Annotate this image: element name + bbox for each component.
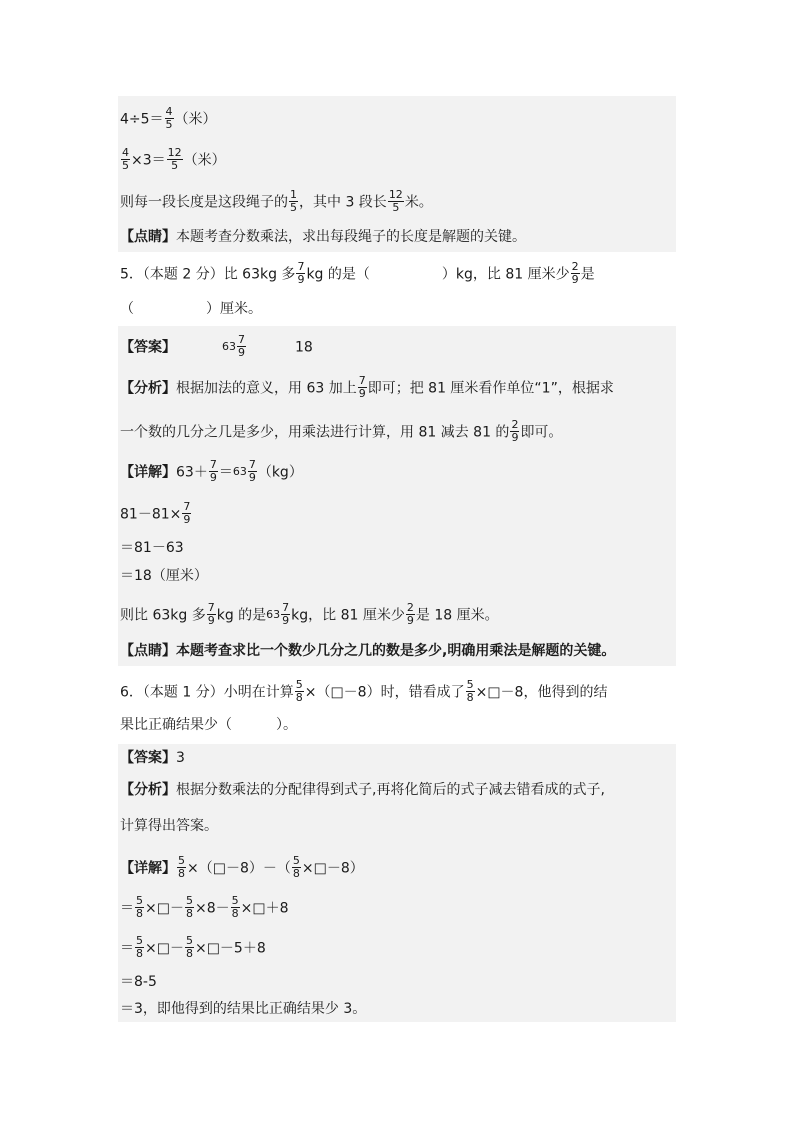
text: 根据加法的意义，用 63 加上	[176, 380, 357, 397]
q5-analysis-line-1	[118, 364, 676, 410]
text: ×□－	[145, 900, 184, 917]
text: ×3＝	[131, 152, 166, 169]
fraction: $\frac{12}{5}$	[388, 188, 403, 214]
text: ）kg，比 81 厘米少	[441, 266, 570, 283]
answer-value: 18	[295, 339, 313, 356]
text: kg，比 81 厘米少	[291, 607, 405, 624]
q5-analysis-line-2	[118, 410, 676, 450]
text: 米。	[404, 194, 433, 211]
text: 5．（本题 2 分）比 63kg 多	[120, 266, 296, 283]
fraction: $\frac{1}{5}$	[290, 188, 297, 214]
answer-value: 3	[176, 750, 185, 766]
text: （米）	[174, 111, 217, 128]
text: ＝8-5	[120, 974, 157, 990]
fraction: $\frac{7}{9}$	[238, 333, 245, 359]
fraction: $\frac{7}{9}$	[282, 601, 290, 627]
text: ＝	[218, 464, 233, 481]
key-point-tag: 【点睛】	[120, 643, 176, 659]
text: 是	[580, 266, 595, 283]
q6-detail-line-1	[118, 846, 676, 886]
q6-detail-line-3	[118, 926, 676, 966]
q5-detail-line-1	[118, 450, 676, 490]
q5-detail-line-4	[118, 560, 676, 590]
q5-detail-line-5	[118, 590, 676, 636]
mixed-number-whole: 63	[222, 339, 236, 353]
q6-analysis-line-1	[118, 772, 676, 812]
q5-detail-line-2	[118, 490, 676, 530]
fraction: $\frac{5}{8}$	[136, 934, 143, 960]
fraction: $\frac{5}{8}$	[185, 894, 193, 920]
text: ×（□－8）－（	[187, 860, 291, 877]
text: ×□＋8	[240, 900, 289, 917]
key-point-tag: 【点睛】	[120, 229, 176, 245]
text: ＝	[120, 900, 134, 917]
text: 即可。	[520, 424, 563, 441]
q6-detail-line-5	[118, 996, 676, 1022]
text: ×（□－8）时，错看成了	[304, 684, 465, 701]
fraction: $\frac{7}{9}$	[297, 260, 305, 286]
text: 81－81×	[120, 506, 182, 523]
answer-tag: 【答案】	[120, 750, 176, 766]
text: 本题考查求比一个数少几分之几的数是多少,明确用乘法是解题的关键。	[176, 643, 616, 659]
text: ×8－	[194, 900, 230, 917]
text: ＝	[120, 940, 134, 957]
fraction: $\frac{5}{8}$	[231, 894, 239, 920]
text: 63＋	[176, 464, 208, 481]
text: ×□－	[145, 940, 184, 957]
text: ×□－5＋8	[194, 940, 266, 957]
fraction: $\frac{2}{9}$	[511, 418, 519, 444]
fraction: $\frac{7}{9}$	[248, 458, 256, 484]
fraction: $\frac{7}{9}$	[207, 601, 215, 627]
text: ，其中 3 段长	[299, 194, 387, 211]
text: kg 的是（	[306, 266, 370, 283]
text: ×□－8）	[301, 860, 364, 877]
text: 一个数的几分之几是多少，用乘法进行计算，用 81 减去 81 的	[120, 424, 510, 441]
fraction: $\frac{7}{9}$	[209, 458, 217, 484]
text: ）厘米。	[206, 301, 262, 317]
q6-detail-line-2	[118, 886, 676, 926]
q6-analysis-line-2	[118, 812, 676, 846]
text: 则每一段长度是这段绳子的	[120, 194, 288, 211]
text: 则比 63kg 多	[120, 607, 206, 624]
fraction: $\frac{4}{5}$	[165, 105, 173, 131]
q5-key-point	[118, 636, 676, 666]
answer-tag: 【答案】	[120, 339, 176, 356]
text: 计算得出答案。	[120, 818, 218, 834]
text: （米）	[183, 152, 226, 169]
text: 4÷5＝	[120, 111, 164, 128]
text: （	[120, 301, 134, 317]
fraction: $\frac{5}{8}$	[295, 678, 303, 704]
q6-detail-line-4	[118, 966, 676, 996]
fraction: $\frac{2}{9}$	[571, 260, 579, 286]
detail-tag: 【详解】	[120, 860, 176, 877]
text: 本题考查分数乘法，求出每段绳子的长度是解题的关键。	[176, 229, 526, 245]
fraction: $\frac{5}{8}$	[178, 854, 185, 880]
conclusion-line	[118, 180, 676, 222]
analysis-tag: 【分析】	[120, 782, 176, 798]
fraction: $\frac{5}{8}$	[292, 854, 300, 880]
text: ＝18（厘米）	[120, 568, 208, 584]
text: ×□－8，他得到的结	[475, 684, 608, 701]
analysis-tag: 【分析】	[120, 380, 176, 397]
text: 是 18 厘米。	[415, 607, 499, 624]
text: 根据分数乘法的分配律得到式子,再将化简后的式子减去错看成的式子,	[176, 782, 605, 798]
mixed-number-whole: 63	[232, 464, 247, 478]
q5-detail-line-3	[118, 530, 676, 560]
fraction: $\frac{5}{8}$	[466, 678, 474, 704]
calc-line-2	[118, 140, 676, 180]
calc-line-1	[118, 96, 676, 140]
detail-tag: 【详解】	[120, 464, 176, 481]
text: ＝81－63	[120, 540, 184, 556]
fraction: $\frac{2}{9}$	[406, 601, 414, 627]
text: ）。	[276, 717, 297, 733]
question-5-line-2	[118, 296, 676, 322]
mixed-number-whole: 63	[266, 607, 281, 621]
fraction: $\frac{5}{8}$	[185, 934, 193, 960]
text: 6．（本题 1 分）小明在计算	[120, 684, 294, 701]
fraction: $\frac{7}{9}$	[358, 374, 366, 400]
q6-answer	[118, 744, 676, 772]
fraction: $\frac{12}{5}$	[167, 146, 182, 172]
text: 果比正确结果少（	[120, 717, 232, 733]
fraction: $\frac{5}{8}$	[136, 894, 143, 920]
text: ＝3，即他得到的结果比正确结果少 3。	[120, 1001, 367, 1017]
text: （kg）	[257, 464, 303, 481]
question-6-line-2	[118, 712, 676, 740]
q5-answer	[118, 326, 676, 364]
key-point-line	[118, 222, 676, 252]
question-6-line-1	[118, 672, 676, 708]
question-5-line-1	[118, 258, 676, 288]
fraction: $\frac{7}{9}$	[183, 500, 191, 526]
text: 即可；把 81 厘米看作单位“1”，根据求	[367, 380, 614, 397]
fraction: $\frac{4}{5}$	[122, 146, 129, 172]
text: kg 的是	[216, 607, 267, 624]
